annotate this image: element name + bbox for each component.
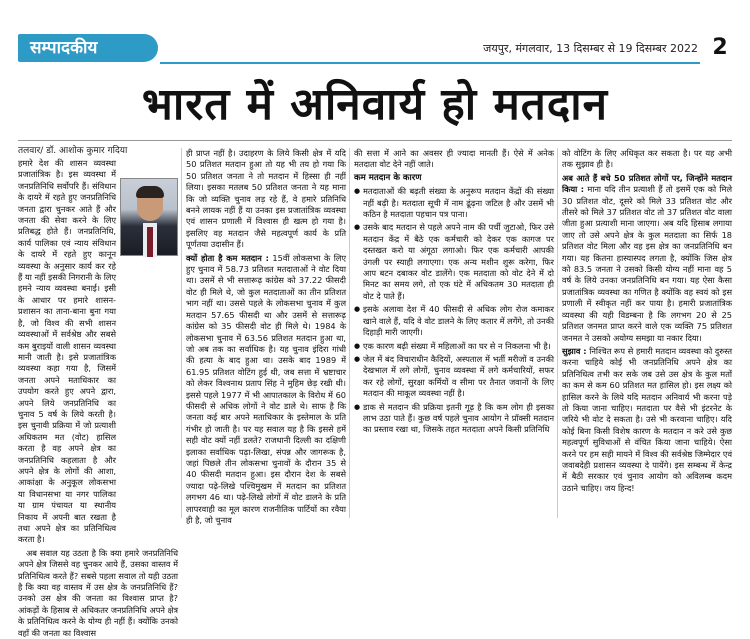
page-number: 2 — [712, 35, 728, 60]
col1-paragraph-1: हमारे देश की शासन व्यवस्था प्रजातांत्रिक है। इस व्यवस्था में जनप्रतिनिधि सर्वोपरि हैं। संविधान के दायरे में रहते हुए जनप्रतिनिधि जनता द्वारा चुनकर आते हैं और जनता की सेवा करने के लिए प्रतिबद्ध होते हैं। जनप्रतिनिधि, कार्य पालिका एवं न्याय संविधान के दायरे में रहते हुए कानून व्यवस्था के अनुसार कार्य कर रहे हैं या नहीं इसकी निगरानी के लिए हमने न्याय व्यवस्था बनाई। इसी के आधार पर हमारे शासन-प्रशासन का ताना-बाना बुना गया है, जो विश्व की सभी शासन व्यवस्थाओं में सर्वश्रेष्ठ और सबसे कम बुराइयों वाली शासन व्यवस्था मानी जाती है। इसे प्रजातांत्रिक व्यवस्था कहा गया है, जिसमें जनता अपने मताधिकार का उपयोग करते हुए अपने द्वारा, अपने लिये जनप्रतिनिधि का चुनाव 5 वर्ष के लिये करती है। इस चुनावी प्रक्रिया में जो प्रत्याशी अधिकतम मत (वोट) हासिल करता है वह अपने क्षेत्र का जनप्रतिनिधि कहलाता है और अपने क्षेत्र के लोगों की आशा, आकांक्षा के अनुकूल लोकसभा या विधानसभा या नगर पालिका या ग्राम पंचायत या स्थानीय निकाय में अपनी बात रखता है तथा अपने क्षेत्र का प्रतिनिधित्व करता है। — [18, 158, 116, 545]
col3-paragraph-1: की सत्ता में आने का अवसर ही ज्यादा मानती हैं। ऐसे में अनेक मतदाता वोट देने नहीं जाते। — [354, 148, 554, 170]
article-column-4 — [562, 148, 732, 520]
masthead-rule — [160, 62, 700, 64]
col4-subhead: अब आते हैं बचे 50 प्रतिशत लोगों पर, जिन्होंने मतदान किया : — [562, 172, 732, 195]
bullet-item: ● उसके बाद मतदान से पहले अपने नाम की पर्ची जुटाओ, फिर उसे मतदान केंद्र में बैठे एक कर्मचारी को देकर एक कागज पर दस्तखत करो या अंगूठा लगाओ। फिर एक कर्मचारी आपकी उंगली पर स्याही लगाएगा। एक अन्य मशीन शुरू करेगा, फिर आप बटन दबाकर वोट डालेंगे। एक मतदाता को वोट देने में दो मिनट का समय लगे, तो एक घंटे में अधिकतम 30 मतदाता ही वोट दे पाते हैं। — [354, 222, 554, 302]
col2-paragraph-1: ही प्राप्त नहीं है। उदाहरण के लिये किसी क्षेत्र में यदि 50 प्रतिशत मतदान हुआ तो यह भी तय हो गया कि 50 प्रतिशत जनता ने तो मतदान में हिस्सा ही नहीं लिया। इसका मतलब 50 प्रतिशत जनता ने यह माना कि जो व्यक्ति चुनाव लड़ रहे हैं, वे हमारे प्रतिनिधि बनने लायक नहीं हैं या उनका इस प्रजातांत्रिक व्यवस्था एवं शासन प्रणाली में विश्वास ही खत्म हो गया है। इसलिए वह मतदान जैसे महत्वपूर्ण कार्य के प्रति पूर्णतया उदासीन हैं। — [186, 148, 346, 250]
col4-paragraph-2: माना यदि तीन प्रत्याशी हैं तो इसमें एक को मिले 30 प्रतिशत वोट, दूसरे को मिले 33 प्रतिशत वोट और तीसरे को मिले 37 प्रतिशत वोट तो 37 प्रतिशत वोट वाला जीता हुआ प्रत्याशी माना जाएगा। अब यदि हिसाब लगाया जाए तो उसे अपने क्षेत्र के कुल मतदाता का सिर्फ 18 प्रतिशत वोट मिला और वह इस क्षेत्र का जनप्रतिनिधि बन गया। यह कितना हास्यास्पद लगता है, क्योंकि जिस क्षेत्र को 83.5 जनता ने उसको किसी योग्य नहीं माना वह 5 वर्ष के लिये उनका जनप्रतिनिधि बन गया। यह ऐसा कैसा प्रजातांत्रिक व्यवस्था का गणित है क्योंकि वह स्वयं को इस प्रणाली में स्वीकृत नहीं कर पाया है। हमारी प्रजातांत्रिक व्यवस्था की यही विडम्बना है कि लगभग 20 से 25 प्रतिशत जनमत प्राप्त करने वाले एक व्यक्ति 75 प्रतिशत जनमत ने उसको अयोग्य समझा या नकार दिया। — [562, 184, 733, 343]
col4-paragraph-3: निश्चित रूप से हमारी मतदान व्यवस्था को दुरुस्त करना चाहिये कोई भी जनप्रतिनिधि अपने क्षेत्र का प्रतिनिधित्व तभी कर सके जब उसे उस क्षेत्र के कुल मतों का कम से कम 60 प्रतिशत मत हासिल हो। इस लक्ष्य को हासिल करने के लिये यदि मतदान अनिवार्य भी करना पड़े तो किया जाना चाहिए। मतदाता पर वैसे भी इंटरनेट के जरिये भी वोट दे सकता है। उसे भी करवाना चाहिए। यदि कोई बिना किसी विशेष कारण के मतदान न करे उसे कुछ महत्वपूर्ण सुविधाओं से वंचित किया जाना चाहिये। ऐसा करने पर हम सही मायने में विश्व की सर्वश्रेष्ठ जिम्मेदार एवं जवाबदेही प्रशासन व्यवस्था दे पायेंगे। इस सम्बन्ध में केन्द्र में बैठी सरकार एवं चुनाव आयोग को अविलम्ब कदम उठाने चाहिए। जय हिन्द! — [562, 345, 732, 493]
bullet-item: ● जेल में बंद विचाराधीन कैदियों, अस्पताल में भर्ती मरीजों व उनकी देखभाल में लगे लोगों, चुनाव व्यवस्था में लगे कर्मचारियों, सफर कर रहे लोगों, सुरक्षा कर्मियों व सीमा पर तैनात जवानों के लिए मतदान की माकूल व्यवस्था नहीं है। — [354, 354, 554, 400]
col4-paragraph-1: को वोटिंग के लिए अधिकृत कर सकता है। पर यह अभी तक सुझाव ही है। — [562, 148, 732, 170]
article-column-1 — [18, 158, 179, 638]
column-divider — [349, 148, 350, 518]
col2-subhead: क्यों होता है कम मतदान : — [186, 252, 269, 263]
bullet-item: ● डाक से मतदान की प्रक्रिया इतनी गूढ़ है कि कम लोग ही इसका लाभ उठा पाते हैं। कुछ वर्ष पहले चुनाव आयोग ने प्रॉक्सी मतदान का प्रस्ताव रखा था, जिसके तहत मतदाता अपने किसी प्रतिनिधि — [354, 402, 554, 436]
column-divider — [181, 148, 182, 518]
bullet-item: ● इसके अलावा देश में 40 फीसदी से अधिक लोग रोज कमाकर खाने वाले हैं, यदि वे वोट डालने के लिए कतार में लगेंगे, तो उनकी दिहाड़ी मारी जाएगी। — [354, 304, 554, 338]
column-divider — [557, 148, 558, 518]
headline: भारत में अनिवार्य हो मतदान — [141, 79, 609, 130]
byline: तलवार/ डॉ. आशोक कुमार गदिया — [18, 146, 128, 156]
bullet-item: ● एक कारण बढ़ी संख्या में महिलाओं का घर से न निकलना भी है। — [354, 341, 554, 352]
col4-subhead-suggestion: सुझाव : — [562, 345, 587, 356]
masthead — [0, 0, 750, 68]
col1-paragraph-2: अब सवाल यह उठता है कि क्या हमारे जनप्रतिनिधि अपने क्षेत्र जिससे वह चुनकर आये हैं, उसका वास्तव में प्रतिनिधित्व करते हैं? सबसे पहला सवाल तो यही उठता है कि क्या वह वास्तव में उस क्षेत्र के जनप्रतिनिधि हैं? उनको उस क्षेत्र की जनता का विश्वास प्राप्त है? आंकड़ों के हिसाब से अधिकतर जनप्रतिनिधि अपने क्षेत्र के प्रतिनिधित्व करने के योग्य ही नहीं हैं। क्योंकि उनको वहाँ की जनता का विश्वास — [18, 547, 179, 638]
article-column-2 — [186, 148, 346, 525]
dateline: जयपुर, मंगलवार, 13 दिसम्बर से 19 दिसम्बर 2022 — [483, 42, 698, 55]
col3-subhead: कम मतदान के कारण — [354, 172, 422, 183]
bullet-item: ● मतदाताओं की बढ़ती संख्या के अनुरूप मतदान केंद्रों की संख्या नहीं बढ़ी है। मतदाता सूची में नाम ढूंढ़ना जटिल है और उसमें भी कठिन है मतदाता पहचान पत्र पाना। — [354, 186, 554, 220]
col2-paragraph-2: 15वीं लोकसभा के लिए हुए चुनाव में 58.73 प्रतिशत मतदाताओं ने वोट दिया था। उसमें से भी सत्तारूढ़ कांग्रेस को 37.22 फीसदी वोट ही मिले थे, जो कुल मतदाताओं का तीन प्रतिशत भाग नहीं था। उससे पहले के लोकसभा चुनाव में कुल मतदान 57.65 फीसदी था और उसमें से सत्तारूढ़ कांग्रेस को 35 फीसदी वोट ही मिले थे। 1984 के लोकसभा चुनाव में 63.56 प्रतिशत मतदान हुआ था, जो अब तक का सर्वाधिक है। यह चुनाव इंदिरा गांधी की हत्या के बाद हुआ था। उसके बाद 1989 में 61.95 प्रतिशत वोटिंग हुई थी, जब सत्ता में भ्रष्टाचार को लेकर विश्वनाथ प्रताप सिंह ने मुहिम छेड़ रखी थी। इससे पहले 1977 में भी आपातकाल के विरोध में 60 फीसदी से अधिक लोगों ने वोट डाले थे। साफ है कि जनता कई बार अपने मताधिकार के इस्तेमाल के प्रति गंभीर हो जाती है। पर यह सवाल यह है कि इससे हमें सही वोट क्यों नहीं डलते? राजधानी दिल्ली का दक्षिणी इलाका सर्वाधिक पढ़ा-लिखा, संपन्न और जागरूक है, जहां पिछले तीन लोकसभा चुनावों के दौरान 35 से 40 फीसदी मतदान हुआ। इस दौरान देश के सबसे ज्यादा पढ़े-लिखे पश्चिमुखम में मतदान का प्रतिशत लगभग 46 था। पढ़े-लिखे लोगों में वोट डालने के प्रति लापरवाही का मूल कारण राजनीतिक पार्टियों का रवैया ही है, जो चुनाव — [186, 252, 346, 525]
section-label: सम्पादकीय — [18, 34, 158, 62]
article-column-3 — [354, 148, 554, 520]
headline-rule — [18, 140, 732, 141]
